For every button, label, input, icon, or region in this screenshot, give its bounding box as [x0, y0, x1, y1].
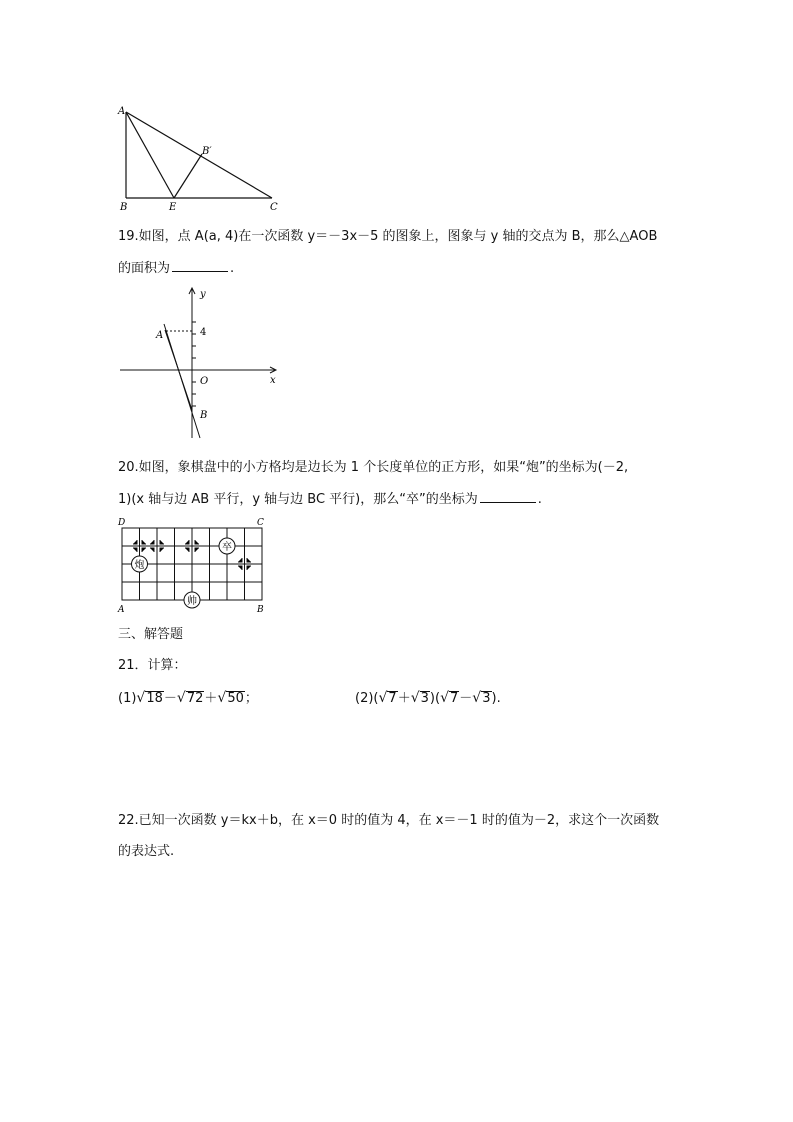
label-b: B [200, 410, 208, 421]
q22-line2: 的表达式. [118, 844, 175, 859]
corner-b: B [257, 605, 264, 614]
q20-line2 [118, 490, 542, 509]
radical-18: 18 [146, 691, 163, 706]
radical-72: 72 [186, 691, 204, 706]
piece-shuai [184, 592, 200, 608]
label-e: E [169, 202, 177, 213]
triangle-figure [112, 104, 292, 216]
label-x: x [270, 375, 276, 386]
q19-line1: 19.如图，点 A(a, 4)在一次函数 y＝－3x－5 的图象上，图象与 y 轴的交点为 B，那么△AOB [118, 229, 658, 244]
corner-a: A [118, 605, 125, 614]
label-c: C [270, 202, 278, 213]
radical-3b: 3 [482, 691, 491, 706]
label-y: y [200, 289, 206, 300]
label-four: 4 [200, 327, 207, 338]
y-ticks [192, 322, 196, 406]
label-a: A [156, 330, 164, 341]
q20-prefix: 1)(x 轴与边 AB 平行，y 轴与边 BC 平行)，那么“卒”的坐标为 [118, 492, 478, 507]
segment-ae [126, 112, 174, 198]
coordinate-figure [116, 284, 286, 444]
label-a: A [118, 106, 126, 117]
label-b-prime: B′ [202, 146, 212, 157]
radical-7b: 7 [450, 691, 459, 706]
q19-answer-blank [172, 259, 228, 272]
chessboard-figure [116, 516, 270, 614]
q22-line1: 22.已知一次函数 y＝kx＋b，在 x＝0 时的值为 4，在 x＝－1 时的值为－2，求这个一次函数 [118, 813, 660, 828]
q20-answer-blank [480, 490, 536, 503]
radical-3a: 3 [420, 691, 429, 706]
q21-part1: (1)√18－√72＋√50； [118, 690, 258, 706]
q20-line1: 20.如图，象棋盘中的小方格均是边长为 1 个长度单位的正方形，如果“炮”的坐标为(－2, [118, 460, 629, 475]
q20-suffix: . [537, 492, 542, 507]
radical-50: 50 [227, 691, 244, 706]
piece-pao [132, 556, 148, 572]
piece-zu-label: 卒 [222, 542, 232, 553]
piece-pao-label: 炮 [134, 560, 145, 571]
label-o: O [200, 376, 209, 387]
piece-zu [219, 538, 235, 554]
section-heading: 三、解答题 [118, 627, 184, 642]
piece-shuai-label: 帅 [187, 596, 197, 607]
label-b: B [120, 202, 128, 213]
q21-part2: (2)(√7＋√3)(√7－√3). [355, 690, 501, 706]
q19-suffix: . [230, 261, 235, 276]
q19-line2 [118, 259, 234, 278]
radical-7a: 7 [388, 691, 397, 706]
corner-d: D [118, 518, 126, 528]
q21-title: 21．计算： [118, 658, 187, 673]
corner-c: C [257, 518, 264, 528]
segment-eb-prime [174, 154, 202, 198]
side-ac [126, 112, 272, 198]
q19-prefix: 的面积为 [118, 261, 171, 276]
